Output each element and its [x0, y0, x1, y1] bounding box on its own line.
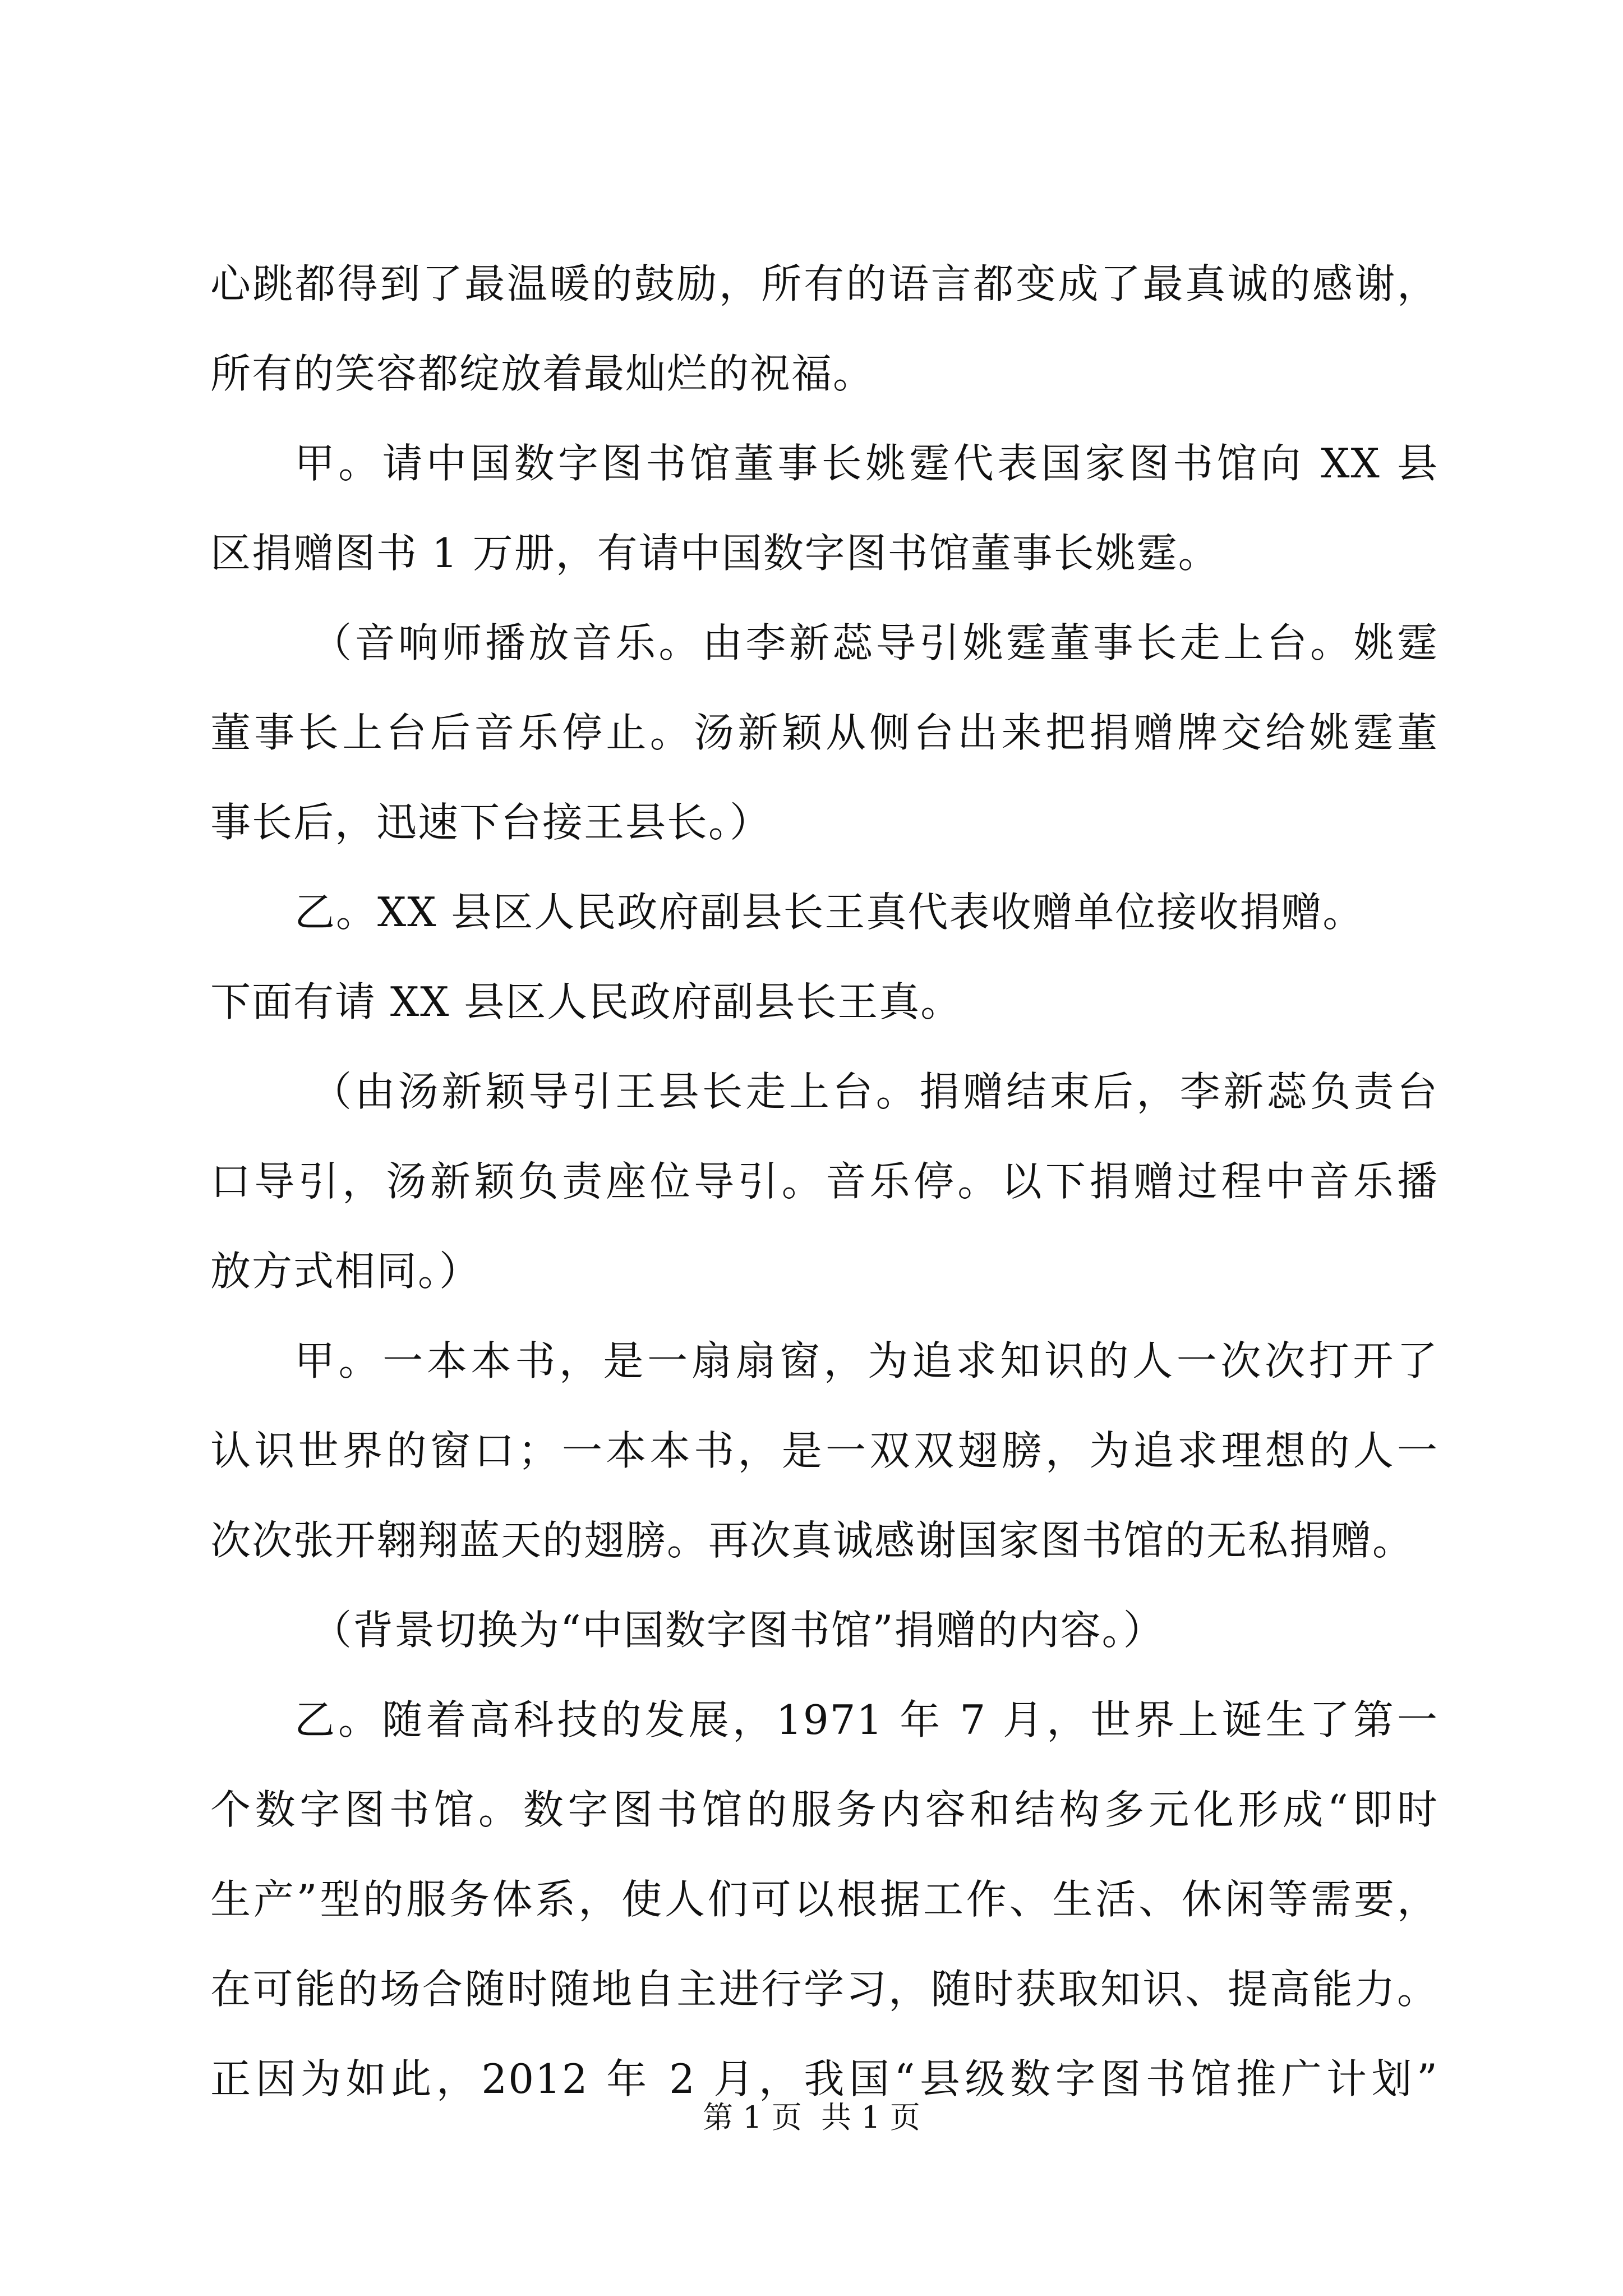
page-footer	[0, 2101, 1623, 2134]
text-line: 乙。XX 县区人民政府副县长王真代表收赠单位接收捐赠。	[294, 889, 1364, 936]
text-line: 所有的笑容都绽放着最灿烂的祝福。	[210, 350, 875, 397]
text-line: （音响师播放音乐。由李新蕊导引姚霆董事长走上台。姚霆	[311, 619, 1438, 666]
text-line: 董事长上台后音乐停止。汤新颖从侧台出来把捐赠牌交给姚霆董	[210, 709, 1438, 756]
text-line: 事长后，迅速下台接王县长。）	[210, 799, 772, 846]
text-line: 正因为如此，2012 年 2 月，我国“县级数字图书馆推广计划”	[210, 2055, 1438, 2102]
text-line: 生产”型的服务体系，使人们可以根据工作、生活、休闲等需要，	[210, 1876, 1438, 1923]
text-line: 区捐赠图书 1 万册，有请中国数字图书馆董事长姚霆。	[210, 530, 1220, 577]
text-line: 甲。一本本书，是一扇扇窗，为追求知识的人一次次打开了	[294, 1337, 1438, 1384]
text-line: 下面有请 XX 县区人民政府副县长王真。	[210, 978, 962, 1025]
text-line: （背景切换为“中国数字图书馆”捐赠的内容。）	[311, 1607, 1165, 1654]
text-line: 在可能的场合随时随地自主进行学习，随时获取知识、提高能力。	[210, 1966, 1438, 2013]
text-line: 乙。随着高科技的发展，1971 年 7 月，世界上诞生了第一	[294, 1696, 1438, 1743]
text-line: （由汤新颖导引王县长走上台。捐赠结束后，李新蕊负责台	[311, 1068, 1438, 1115]
document-body	[210, 260, 1438, 2148]
text-line: 甲。请中国数字图书馆董事长姚霆代表国家图书馆向 XX 县	[294, 440, 1438, 487]
text-line: 心跳都得到了最温暖的鼓励，所有的语言都变成了最真诚的感谢，	[210, 260, 1438, 307]
text-line: 认识世界的窗口；一本本书，是一双双翅膀，为追求理想的人一	[210, 1427, 1438, 1474]
text-line: 口导引，汤新颖负责座位导引。音乐停。以下捐赠过程中音乐播	[210, 1158, 1438, 1205]
text-line: 放方式相同。）	[210, 1248, 481, 1295]
text-line: 个数字图书馆。数字图书馆的服务内容和结构多元化形成“即时	[210, 1786, 1438, 1833]
page-number-label: 第 1 页 共 1 页	[703, 2100, 920, 2135]
text-line: 次次张开翱翔蓝天的翅膀。再次真诚感谢国家图书馆的无私捐赠。	[210, 1517, 1414, 1564]
